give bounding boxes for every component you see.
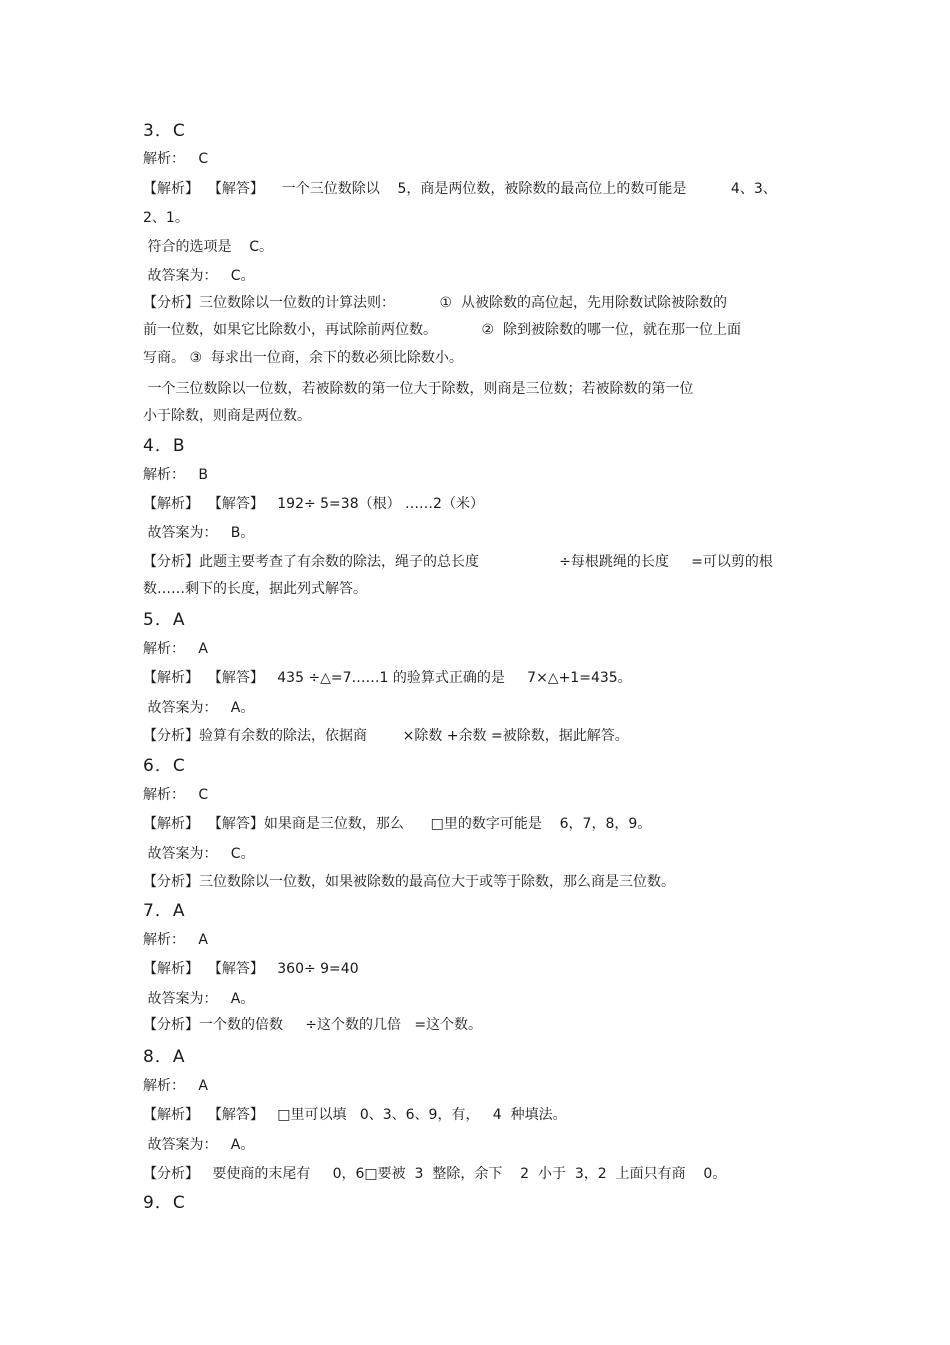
q4-explanation-line: 数……剩下的长度，据此列式解答。 xyxy=(143,581,367,597)
question-3-answer: 3．C xyxy=(143,121,186,141)
q3-analysis-label: 解析： C xyxy=(143,151,209,167)
q8-explanation-line: 【分析】 要使商的末尾有 0，6□要被 3 整除，余下 2 小于 3，2 上面只有商 0。 xyxy=(143,1166,727,1182)
q3-option-line: 符合的选项是 C。 xyxy=(143,239,274,255)
q7-solution-line: 【解析】 【解答】 360÷ 9=40 xyxy=(143,961,359,977)
q4-answer-line: 故答案为： B。 xyxy=(143,525,255,541)
q7-analysis-label: 解析： A xyxy=(143,932,208,948)
q4-solution-line: 【解析】 【解答】 192÷ 5=38（根） ……2（米） xyxy=(143,496,484,512)
q6-analysis-label: 解析： C xyxy=(143,787,209,803)
q6-answer-line: 故答案为： C。 xyxy=(143,846,255,862)
q8-analysis-label: 解析： A xyxy=(143,1078,208,1094)
question-5-answer: 5．A xyxy=(143,610,186,630)
q4-explanation-line: 【分析】此题主要考查了有余数的除法，绳子的总长度 ÷每根跳绳的长度 =可以剪的根 xyxy=(143,554,773,570)
q7-explanation-line: 【分析】一个数的倍数 ÷这个数的几倍 =这个数。 xyxy=(143,1017,483,1033)
q5-answer-line: 故答案为： A。 xyxy=(143,700,255,716)
q3-solution-line: 【解析】 【解答】 一个三位数除以 5，商是两位数，被除数的最高位上的数可能是 4、3、 xyxy=(143,181,777,197)
q7-answer-line: 故答案为： A。 xyxy=(143,991,255,1007)
question-4-answer: 4．B xyxy=(143,436,186,456)
question-9-answer: 9．C xyxy=(143,1193,186,1213)
q3-solution-line: 2、1。 xyxy=(143,210,189,226)
q3-explanation-line: 前一位数，如果它比除数小，再试除前两位数。 ② 除到被除数的哪一位，就在那一位上面 xyxy=(143,322,741,338)
q8-answer-line: 故答案为： A。 xyxy=(143,1137,255,1153)
q3-explanation-line: 小于除数，则商是两位数。 xyxy=(143,408,311,424)
q4-analysis-label: 解析： B xyxy=(143,467,208,483)
question-8-answer: 8．A xyxy=(143,1047,186,1067)
q5-solution-line: 【解析】 【解答】 435 ÷△=7……1 的验算式正确的是 7×△+1=435。 xyxy=(143,670,632,686)
question-6-answer: 6．C xyxy=(143,756,186,776)
q3-explanation-line: 写商。 ③ 每求出一位商，余下的数必须比除数小。 xyxy=(143,350,463,366)
q8-solution-line: 【解析】 【解答】 □里可以填 0、3、6、9，有， 4 种填法。 xyxy=(143,1107,567,1123)
q3-answer-line: 故答案为： C。 xyxy=(143,268,255,284)
question-7-answer: 7．A xyxy=(143,901,186,921)
q3-explanation-line: 一个三位数除以一位数，若被除数的第一位大于除数，则商是三位数；若被除数的第一位 xyxy=(143,381,694,397)
q5-analysis-label: 解析： A xyxy=(143,641,208,657)
q5-explanation-line: 【分析】验算有余数的除法，依据商 ×除数 +余数 =被除数，据此解答。 xyxy=(143,728,629,744)
q6-explanation-line: 【分析】三位数除以一位数，如果被除数的最高位大于或等于除数，那么商是三位数。 xyxy=(143,874,675,890)
q3-explanation-line: 【分析】三位数除以一位数的计算法则： ① 从被除数的高位起，先用除数试除被除数的 xyxy=(143,295,727,311)
q6-solution-line: 【解析】 【解答】如果商是三位数，那么 □里的数字可能是 6，7，8，9。 xyxy=(143,816,652,832)
